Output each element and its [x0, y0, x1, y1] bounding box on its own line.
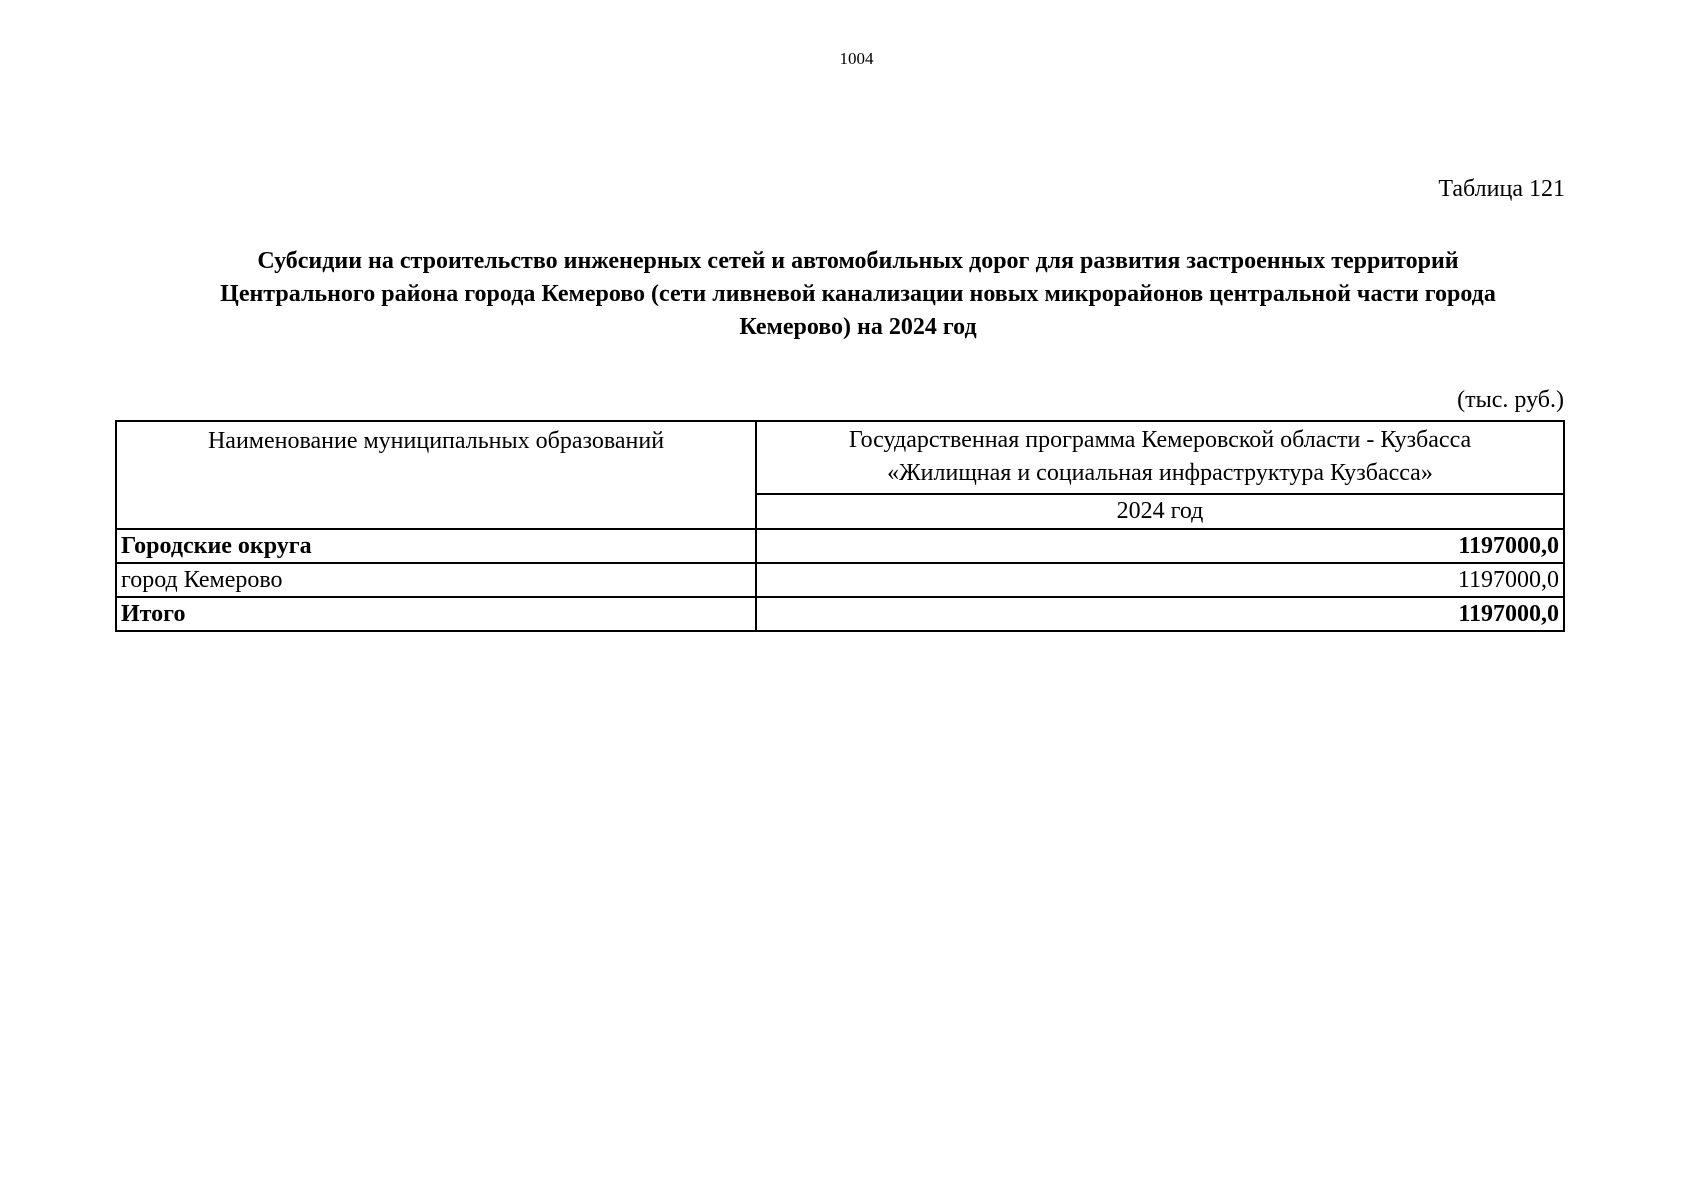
table-row	[116, 529, 1564, 563]
subsidy-table	[115, 420, 1565, 632]
row-name: город Кемерово	[116, 563, 756, 597]
row-name: Городские округа	[116, 529, 756, 563]
units-label: (тыс. руб.)	[1457, 387, 1564, 413]
row-name: Итого	[116, 597, 756, 631]
title-line: Субсидии на строительство инженерных сетей и автомобильных дорог для развития застроенных территорий	[257, 248, 1459, 274]
header-program-line: «Жилищная и социальная инфраструктура Кузбасса»	[887, 460, 1433, 486]
table-header-row	[116, 421, 1564, 494]
title-line: Центрального района города Кемерово (сети ливневой канализации новых микрорайонов центральной части города	[220, 281, 1496, 307]
document-title	[130, 245, 1586, 344]
header-program	[756, 421, 1564, 494]
row-value: 1197000,0	[756, 563, 1564, 597]
table-row	[116, 563, 1564, 597]
row-value: 1197000,0	[756, 529, 1564, 563]
title-line: Кемерово) на 2024 год	[739, 314, 977, 340]
page-number: 1004	[839, 49, 874, 68]
row-value: 1197000,0	[756, 597, 1564, 631]
header-year: 2024 год	[756, 494, 1564, 529]
table-row-total	[116, 597, 1564, 631]
header-program-line: Государственная программа Кемеровской области - Кузбасса	[848, 427, 1472, 453]
header-name-column: Наименование муниципальных образований	[116, 421, 756, 529]
table-caption: Таблица 121	[1438, 176, 1565, 202]
